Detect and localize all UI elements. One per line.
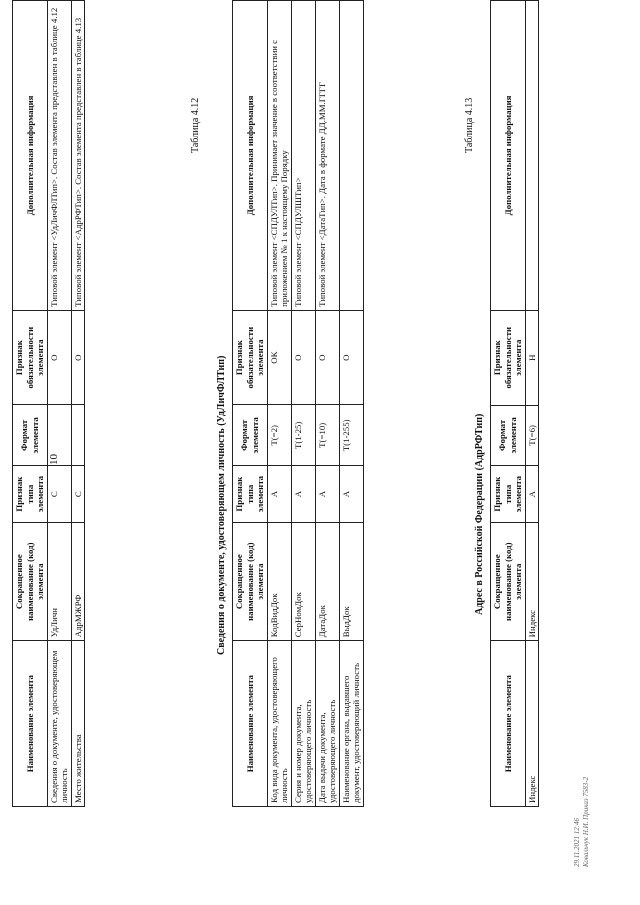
cell: А bbox=[339, 466, 363, 523]
header-cell: Признак обязательности элемента bbox=[491, 310, 526, 405]
header-cell: Дополнительная информация bbox=[491, 1, 526, 311]
table-412-caption: Сведения о документе, удостоверяющем личность (УдЛичФЛТип) bbox=[216, 355, 227, 655]
cell bbox=[71, 405, 85, 466]
cell: Типовой элемент <СПДУЛТип>. Принимает значение в соответствии с приложением № 1 к настоящему Порядку bbox=[267, 1, 291, 311]
cell: Индекс bbox=[525, 523, 539, 641]
table-row bbox=[47, 1, 71, 807]
cell: Индекс bbox=[525, 641, 539, 807]
stamp-line: 29.11.2021 12:46 bbox=[573, 817, 581, 867]
table-row bbox=[291, 1, 315, 807]
cell: ДатаДок bbox=[315, 523, 339, 641]
header-cell: Признак типа элемента bbox=[491, 466, 526, 523]
table-413-label: Таблица 4.13 bbox=[464, 97, 475, 153]
stamp-line: Ковальчук Н.И. Приказ 7583-2 bbox=[581, 776, 590, 867]
cell: О bbox=[291, 310, 315, 405]
cell bbox=[525, 1, 539, 311]
cell: T(1-25) bbox=[291, 405, 315, 466]
table-row bbox=[71, 1, 85, 807]
cell: ВыдДок bbox=[339, 523, 363, 641]
cell bbox=[47, 405, 71, 466]
cell: А bbox=[291, 466, 315, 523]
header-cell: Признак обязательности элемента bbox=[233, 310, 268, 405]
cell: Типовой элемент <СПДУЛШТип> bbox=[291, 1, 315, 311]
cell: Типовой элемент <ДатаТип>. Дата в формате ДД.ММ.ГГГГ bbox=[315, 1, 339, 311]
cell: Дата выдачи документа, удостоверяющего личность bbox=[315, 641, 339, 807]
header-cell: Формат элемента bbox=[491, 405, 526, 466]
cell: ОК bbox=[267, 310, 291, 405]
header-cell: Дополнительная информация bbox=[13, 1, 48, 311]
table-row bbox=[315, 1, 339, 807]
cell: Серия и номер документа, удостоверяющего личность bbox=[291, 641, 315, 807]
cell: Сведения о документе, удостоверяющем личность bbox=[47, 641, 71, 807]
cell: T(=2) bbox=[267, 405, 291, 466]
table-previous bbox=[12, 0, 85, 807]
cell: T(1-255) bbox=[339, 405, 363, 466]
cell: О bbox=[71, 310, 85, 405]
cell: А bbox=[315, 466, 339, 523]
cell: T(=10) bbox=[315, 405, 339, 466]
header-cell: Признак обязательности элемента bbox=[13, 310, 48, 405]
cell: Н bbox=[525, 310, 539, 405]
table-413 bbox=[490, 0, 539, 807]
header-cell: Наименование элемента bbox=[13, 641, 48, 807]
cell: С bbox=[47, 466, 71, 523]
cell: Типовой элемент <АдрРФТип>. Состав элемента представлен в таблице 4.13 bbox=[71, 1, 85, 311]
cell bbox=[339, 1, 363, 311]
table-row bbox=[525, 1, 539, 807]
page-number: 10 bbox=[48, 454, 60, 465]
table-412 bbox=[232, 0, 364, 807]
header-cell: Формат элемента bbox=[233, 405, 268, 466]
header-cell: Формат элемента bbox=[13, 405, 48, 466]
header-cell: Признак типа элемента bbox=[233, 466, 268, 523]
header-cell: Наименование элемента bbox=[491, 641, 526, 807]
cell: О bbox=[315, 310, 339, 405]
header-cell: Сокращенное наименование (код) элемента bbox=[491, 523, 526, 641]
table-row bbox=[339, 1, 363, 807]
header-cell: Сокращенное наименование (код) элемента bbox=[233, 523, 268, 641]
registration-stamp bbox=[573, 777, 591, 867]
table-412-label: Таблица 4.12 bbox=[190, 97, 201, 153]
cell: УдЛичн bbox=[47, 523, 71, 641]
cell: О bbox=[339, 310, 363, 405]
header-cell: Признак типа элемента bbox=[13, 466, 48, 523]
cell: Наименование органа, выдавшего документ, удостоверяющий личность bbox=[339, 641, 363, 807]
header-cell: Дополнительная информация bbox=[233, 1, 268, 311]
table-413-caption: Адрес в Российской Федерации (АдрРФТип) bbox=[474, 413, 485, 615]
table-row bbox=[267, 1, 291, 807]
cell: АдрМЖРФ bbox=[71, 523, 85, 641]
cell: КодВидДок bbox=[267, 523, 291, 641]
cell: А bbox=[267, 466, 291, 523]
table-header-row bbox=[233, 1, 268, 807]
header-cell: Наименование элемента bbox=[233, 641, 268, 807]
header-cell: Сокращенное наименование (код) элемента bbox=[13, 523, 48, 641]
cell: Типовой элемент <УдЛичФЛТип>. Состав элемента представлен в таблице 4.12 bbox=[47, 1, 71, 311]
cell: Код вида документа, удостоверяющего личность bbox=[267, 641, 291, 807]
cell: С bbox=[71, 466, 85, 523]
cell: Место жительства bbox=[71, 641, 85, 807]
cell: А bbox=[525, 466, 539, 523]
cell: О bbox=[47, 310, 71, 405]
table-header-row bbox=[491, 1, 526, 807]
table-header-row bbox=[13, 1, 48, 807]
cell: СерНомДок bbox=[291, 523, 315, 641]
cell: T(=6) bbox=[525, 405, 539, 466]
